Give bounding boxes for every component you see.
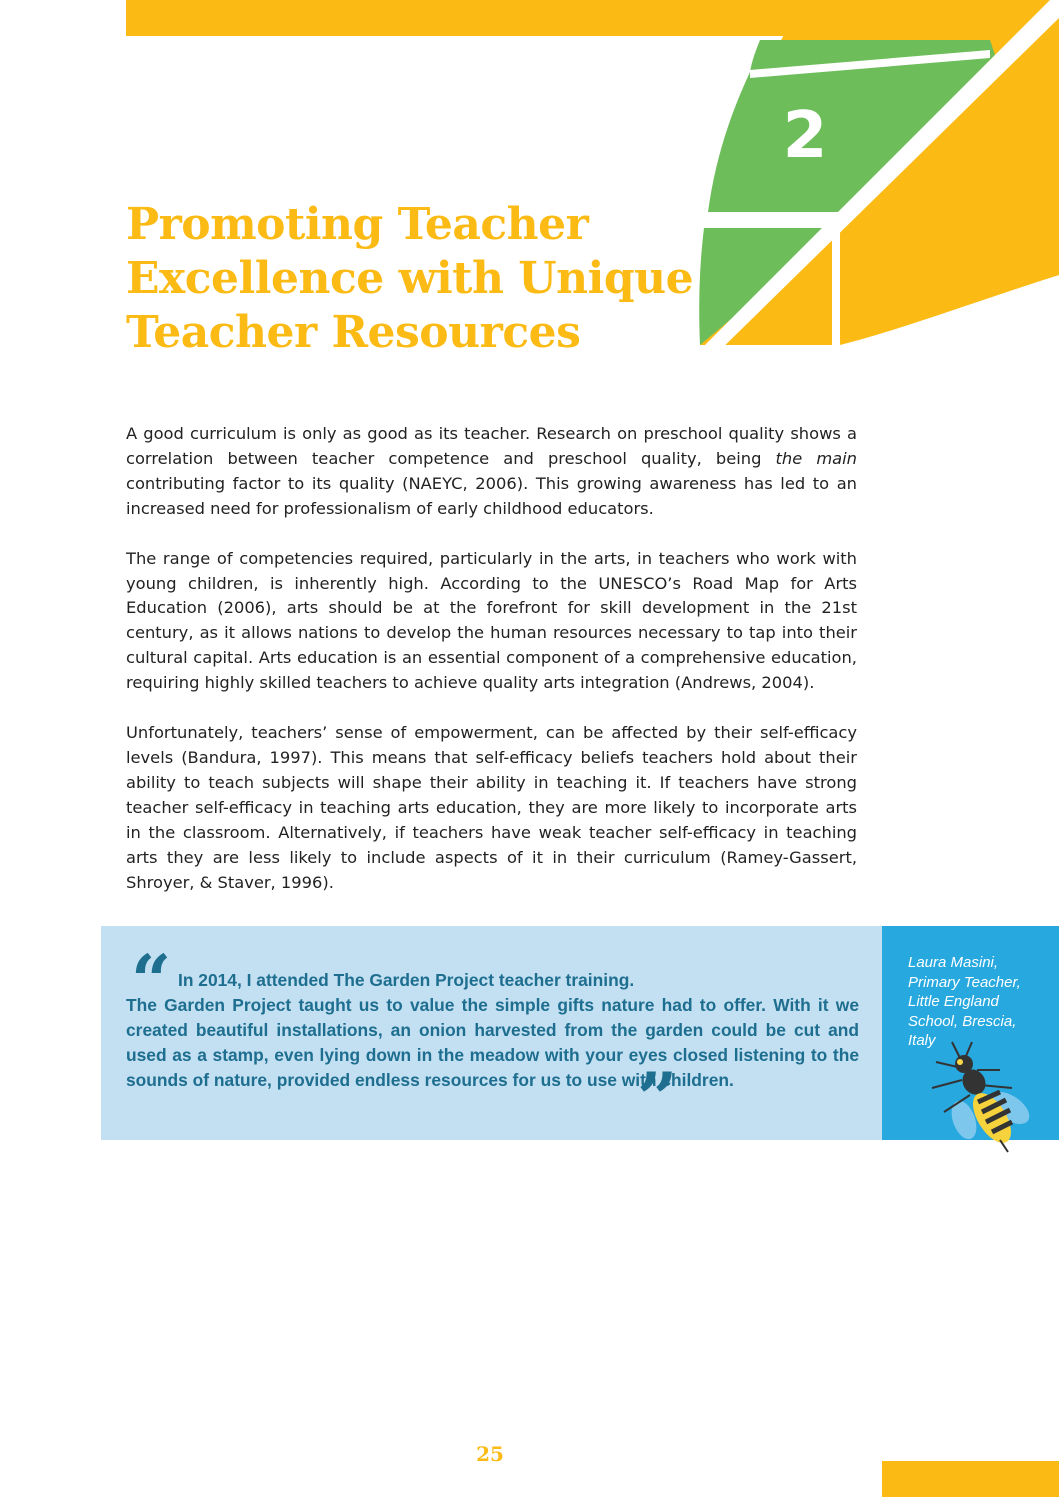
body-text-run: contributing factor to its quality (NAEYC, 2006). This growing awareness has led to an increased need for professionalism of early childhood educators. [126, 473, 857, 518]
title-line-2: Excellence with Unique [126, 253, 694, 304]
chapter-title [126, 198, 693, 360]
quote-text [126, 968, 859, 1093]
page-number: 25 [476, 1442, 504, 1466]
bee-icon [922, 1040, 1042, 1155]
body-paragraph-2 [126, 547, 857, 696]
open-quote-icon: “ [131, 939, 172, 1022]
body-text-run: The range of competencies required, particularly in the arts, in teachers who work with young children, is inherently high. According to the UNESCO’s Road Map for Arts Education (2006), arts should be at the forefront for skill development in the 21st century, as it allows nations to develop the human resources necessary to tap into their cultural capital. Arts education is an essential component of a comprehensive education, requiring highly skilled teachers to achieve quality arts integration (Andrews, 2004). [126, 548, 857, 693]
quote-attribution [908, 953, 1058, 1051]
body-text-run: A good curriculum is only as good as its teacher. Research on preschool quality shows a correlation between teacher competence and preschool quality, being [126, 424, 857, 468]
body-text-emphasis: the main [775, 448, 857, 468]
body-paragraph-3 [126, 721, 857, 895]
body-text [126, 422, 857, 920]
bottom-decorative-bar [882, 1461, 1059, 1497]
attribution-line: Italy [908, 1032, 936, 1049]
close-quote-icon: ” [637, 1057, 678, 1140]
attribution-line: Primary Teacher, [908, 973, 1021, 991]
quote-box [101, 926, 882, 1140]
body-text-run: Unfortunately, teachers’ sense of empowerment, can be affected by their self-efficacy levels (Bandura, 1997). This means that self-efficacy beliefs teachers hold about their ability to teach subjects will shape their ability in teaching it. If teachers have strong teacher self-efficacy in teaching arts education, they are more likely to incorporate arts in the classroom. Alternatively, if teachers have weak teacher self-efficacy in teaching arts they are less likely to include aspects of it in their curriculum (Ramey-Gassert, Shroyer, & Staver, 1996). [126, 723, 857, 892]
quote-body: The Garden Project taught us to value the simple gifts nature had to offer. With it we created beautiful installations, an onion harvested from the garden could be cut and used as a stamp, even lying down in the meadow with your eyes closed listening to the sounds of nature, provided endless resources for us to use with children. [126, 995, 859, 1090]
attribution-line: Laura Masini, [908, 954, 999, 971]
attribution-line: Little England [908, 993, 999, 1010]
title-line-3: Teacher Resources [126, 307, 581, 358]
chapter-number: 2 [782, 99, 828, 173]
body-paragraph-1 [126, 422, 857, 522]
leaf-graphic [690, 0, 1059, 360]
quote-first-line: In 2014, I attended The Garden Project teacher training. [178, 970, 635, 990]
title-line-1: Promoting Teacher [126, 199, 589, 250]
attribution-line: School, Brescia, [908, 1012, 1017, 1030]
